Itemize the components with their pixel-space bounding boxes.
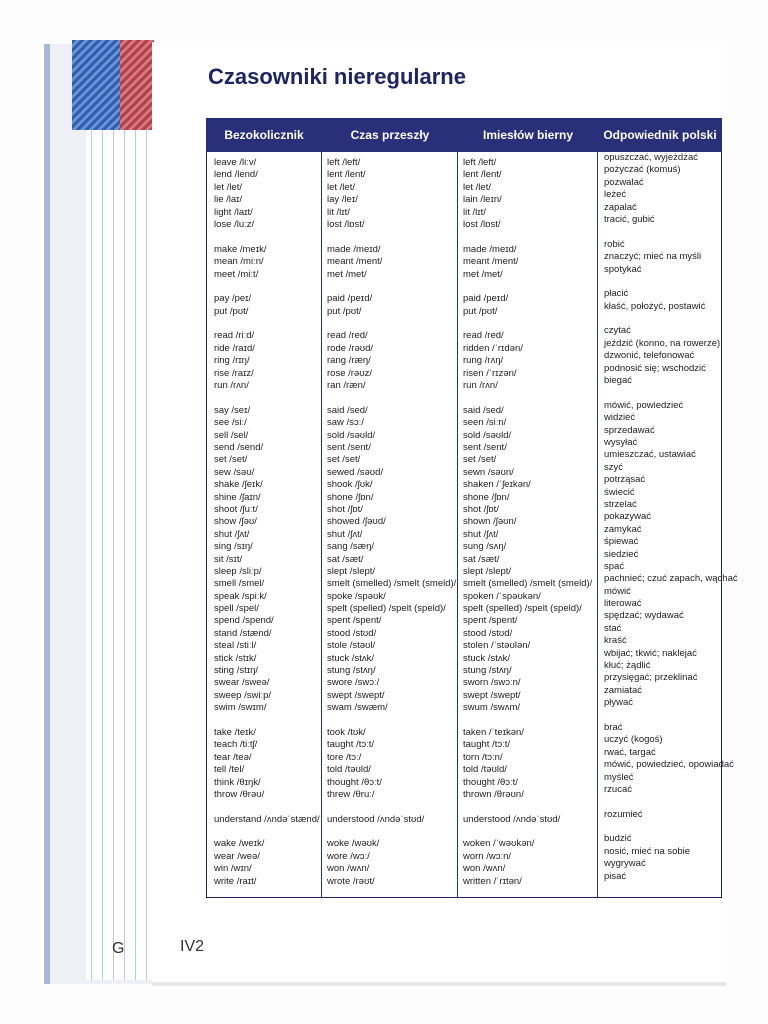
page-tab-red	[120, 40, 154, 132]
verb-cell: lain /leɪn/	[463, 194, 502, 206]
verb-cell: świecić	[604, 486, 635, 498]
verb-cell: sell /sel/	[214, 429, 249, 441]
verb-cell: told /təʊld/	[463, 764, 507, 776]
verb-cell: stand /stænd/	[214, 627, 272, 639]
verb-cell: shine /ʃaɪn/	[214, 491, 261, 503]
row-spacer	[463, 231, 595, 243]
page-number: IV2	[180, 938, 205, 955]
column-polish-equivalent	[604, 152, 738, 883]
verb-cell: sing /sɪŋ/	[214, 541, 253, 553]
row-spacer	[214, 715, 318, 727]
verb-cell: rozumieć	[604, 808, 643, 820]
row-spacer	[214, 826, 318, 838]
verb-cell: śpiewać	[604, 536, 639, 548]
verb-cell: pay /peɪ/	[214, 293, 252, 305]
row-spacer	[604, 313, 720, 325]
verb-cell: lend /lend/	[214, 169, 258, 181]
verb-cell: run /rʌn/	[463, 380, 498, 392]
verb-cell: kraść	[604, 635, 627, 647]
verb-cell: shown /ʃəʊn/	[463, 516, 517, 528]
verb-cell: lost /lɒst/	[463, 218, 501, 230]
verb-cell: shake /ʃeɪk/	[214, 479, 263, 491]
verb-cell: stood /stʊd/	[327, 627, 377, 639]
verb-cell: write /raɪt/	[214, 875, 257, 887]
verb-cell: showed /ʃəʊd/	[327, 516, 386, 528]
verb-cell: kłuć; żądlić	[604, 660, 651, 672]
verb-cell: put /pʊt/	[214, 305, 249, 317]
verb-cell: biegać	[604, 375, 632, 387]
header-infinitive: Bezokolicznik	[206, 118, 322, 152]
verb-cell: shut /ʃʌt/	[214, 528, 250, 540]
verb-cell: czytać	[604, 325, 631, 337]
verb-cell: take /teɪk/	[214, 726, 256, 738]
header-past-participle: Imiesłów bierny	[458, 118, 598, 152]
page-title: Czasowniki nieregularne	[208, 64, 466, 89]
verb-cell: zamiatać	[604, 684, 643, 696]
verb-cell: say /seɪ/	[214, 404, 251, 416]
row-spacer	[463, 281, 595, 293]
verb-cell: said /sed/	[327, 404, 368, 416]
verb-cell: shot /ʃɒt/	[463, 503, 499, 515]
verb-cell: wrote /rəʊt/	[327, 875, 375, 887]
header-past-simple: Czas przeszły	[322, 118, 458, 152]
verb-cell: slept /slept/	[463, 565, 512, 577]
verb-cell: pozwalać	[604, 176, 644, 188]
verb-cell: spell /spel/	[214, 603, 259, 615]
verb-cell: shut /ʃʌt/	[463, 528, 499, 540]
row-spacer	[327, 715, 455, 727]
verb-cell: teach /tiːtʃ/	[214, 739, 258, 751]
verb-cell: wake /weɪk/	[214, 838, 265, 850]
verb-cell: sewn /səʊn/	[463, 466, 514, 478]
column-divider	[597, 152, 598, 897]
verb-cell: swam /swæm/	[327, 702, 388, 714]
verb-cell: lit /lɪt/	[327, 206, 350, 218]
verb-cell: nosić, mieć na sobie	[604, 845, 691, 857]
verb-cell: spędzać; wydawać	[604, 610, 684, 622]
verb-cell: opuszczać, wyjeżdżać	[604, 152, 698, 163]
verb-cell: taken /ˈteɪkən/	[463, 726, 524, 738]
verb-cell: tracić, gubić	[604, 213, 655, 225]
verb-cell: left /left/	[327, 157, 361, 168]
verb-cell: saw /sɔː/	[327, 417, 364, 429]
verb-cell: stung /stʌŋ/	[463, 665, 512, 677]
verb-cell: read /riːd/	[214, 330, 255, 342]
verb-cell: stuck /stʌk/	[463, 652, 510, 664]
verb-cell: let /let/	[463, 181, 491, 193]
verb-cell: ran /ræn/	[327, 380, 366, 392]
verb-cell: sit /sɪt/	[214, 553, 243, 565]
verb-cell: shaken /ˈʃeɪkən/	[463, 479, 531, 491]
verb-cell: spać	[604, 560, 625, 572]
verb-cell: dzwonić, telefonować	[604, 350, 695, 362]
verb-cell: taught /tɔːt/	[463, 739, 510, 751]
verb-cell: podnosić się; wschodzić	[604, 362, 706, 374]
verb-cell: lent /lent/	[327, 169, 366, 181]
verb-cell: rode /rəʊd/	[327, 342, 374, 354]
verb-cell: swept /swept/	[463, 689, 521, 701]
verb-cell: smell /smel/	[214, 578, 265, 590]
verb-cell: shot /ʃɒt/	[327, 503, 363, 515]
verb-cell: rwać, targać	[604, 746, 656, 758]
verb-cell: ridden /ˈrɪdən/	[463, 342, 523, 354]
verb-cell: set /set/	[214, 454, 248, 466]
verb-cell: leave /liːv/	[214, 157, 257, 168]
verb-cell: potrząsać	[604, 474, 646, 486]
row-spacer	[214, 231, 318, 243]
column-past-participle	[463, 157, 595, 888]
verb-cell: rang /ræŋ/	[327, 355, 371, 367]
verb-cell: torn /tɔːn/	[463, 751, 503, 763]
side-letter: G	[112, 940, 125, 957]
verb-cell: mówić, powiedzieć, opowiadać	[604, 759, 734, 771]
verb-cell: see /siː/	[214, 417, 247, 429]
verb-cell: swum /swʌm/	[463, 702, 520, 714]
verb-cell: zapalać	[604, 201, 637, 213]
verb-cell: slept /slept/	[327, 565, 376, 577]
verb-cell: sworn /swɔːn/	[463, 677, 521, 689]
verb-cell: spend /spend/	[214, 615, 274, 627]
verb-cell: płacić	[604, 288, 629, 300]
column-divider	[457, 152, 458, 897]
verb-cell: sung /sʌŋ/	[463, 541, 507, 553]
verb-cell: budzić	[604, 833, 632, 845]
verb-cell: met /met/	[327, 268, 367, 280]
verb-cell: zamykać	[604, 523, 642, 535]
verb-cell: przysięgać; przeklinać	[604, 672, 698, 684]
verb-cell: thought /θɔːt/	[463, 776, 518, 788]
verb-cell: stać	[604, 622, 622, 634]
row-spacer	[463, 801, 595, 813]
book-edge-shadow	[44, 44, 50, 984]
verb-cell: brać	[604, 721, 623, 733]
verb-cell: light /laɪt/	[214, 206, 253, 218]
verb-cell: rung /rʌŋ/	[463, 355, 504, 367]
verb-cell: spelt (spelled) /spelt (speld)/	[463, 603, 582, 615]
verb-cell: siedzieć	[604, 548, 639, 560]
page-tab-blue	[72, 40, 122, 130]
verb-cell: swept /swept/	[327, 689, 385, 701]
row-spacer	[604, 710, 720, 722]
row-spacer	[604, 821, 720, 833]
row-spacer	[214, 318, 318, 330]
verb-cell: znaczyć; mieć na myśli	[604, 251, 702, 263]
verb-cell: win /wɪn/	[214, 863, 252, 875]
verb-cell: stick /stɪk/	[214, 652, 257, 664]
verb-cell: shone /ʃɒn/	[463, 491, 510, 503]
verb-cell: meant /ment/	[463, 256, 519, 268]
verb-cell: sang /sæŋ/	[327, 541, 374, 553]
verb-cell: run /rʌn/	[214, 380, 249, 392]
verb-cell: speak /spiːk/	[214, 590, 267, 602]
column-divider	[321, 152, 322, 897]
verb-cell: stuck /stʌk/	[327, 652, 374, 664]
verb-cell: spent /spent/	[327, 615, 382, 627]
verb-cell: umieszczać, ustawiać	[604, 449, 696, 461]
verb-cell: meet /miːt/	[214, 268, 259, 280]
verb-cell: jeździć (konno, na rowerze)	[604, 337, 721, 349]
verb-cell: put /pʊt/	[327, 305, 362, 317]
verb-cell: lent /lent/	[463, 169, 502, 181]
row-spacer	[604, 276, 720, 288]
verb-cell: tell /tel/	[214, 764, 245, 776]
verb-cell: pożyczać (komuś)	[604, 164, 681, 176]
row-spacer	[463, 392, 595, 404]
row-spacer	[327, 801, 455, 813]
verb-cell: spotykać	[604, 263, 642, 275]
verb-cell: sewed /səʊd/	[327, 466, 384, 478]
verb-cell: shoot /ʃuːt/	[214, 503, 258, 515]
verb-cell: lie /laɪ/	[214, 194, 243, 206]
verb-cell: thrown /θrəʊn/	[463, 788, 524, 800]
verb-cell: seen /siːn/	[463, 417, 507, 429]
verb-cell: met /met/	[463, 268, 503, 280]
verb-cell: written /ˈrɪtən/	[463, 875, 522, 887]
row-spacer	[327, 231, 455, 243]
verb-cell: sweep /swiːp/	[214, 689, 272, 701]
verb-cell: steal /stiːl/	[214, 640, 257, 652]
verb-cell: sew /səʊ/	[214, 466, 255, 478]
verb-cell: swim /swɪm/	[214, 702, 267, 714]
verb-cell: ride /raɪd/	[214, 342, 255, 354]
row-spacer	[463, 826, 595, 838]
verb-cell: wear /weə/	[214, 850, 260, 862]
verb-cell: spoke /spəʊk/	[327, 590, 386, 602]
verb-cell: smelt (smelled) /smelt (smeld)/	[463, 578, 593, 590]
verb-cell: leżeć	[604, 189, 627, 201]
verb-cell: stood /stʊd/	[463, 627, 513, 639]
verb-cell: wore /wɔː/	[327, 850, 370, 862]
verb-cell: set /set/	[463, 454, 497, 466]
verb-cell: sat /sæt/	[327, 553, 364, 565]
page-bottom-edge	[152, 982, 726, 986]
verb-cell: rose /rəʊz/	[327, 367, 372, 379]
verb-cell: won /wʌn/	[327, 863, 370, 875]
verb-cell: sleep /sliːp/	[214, 565, 262, 577]
verb-cell: pokazywać	[604, 511, 651, 523]
verb-cell: swear /sweə/	[214, 677, 270, 689]
verb-cell: kłaść, położyć, postawić	[604, 300, 706, 312]
verb-cell: lit /lɪt/	[463, 206, 486, 218]
verb-cell: let /let/	[214, 181, 242, 193]
verb-cell: spoken /ˈspəʊkən/	[463, 590, 541, 602]
verb-cell: spent /spent/	[463, 615, 518, 627]
verb-cell: sting /stɪŋ/	[214, 665, 259, 677]
verb-cell: tore /tɔː/	[327, 751, 362, 763]
verb-cell: took /tʊk/	[327, 726, 366, 738]
verb-cell: understood /ʌndəˈstʊd/	[463, 813, 561, 825]
verb-cell: worn /wɔːn/	[463, 850, 512, 862]
verb-cell: wbijać; tkwić; naklejać	[604, 647, 697, 659]
row-spacer	[327, 392, 455, 404]
verb-cell: show /ʃəʊ/	[214, 516, 257, 528]
verb-cell: rise /raɪz/	[214, 367, 254, 379]
verb-cell: spelt (spelled) /spelt (speld)/	[327, 603, 446, 615]
row-spacer	[604, 387, 720, 399]
verb-cell: read /red/	[463, 330, 504, 342]
verb-cell: risen /ˈrɪzən/	[463, 367, 517, 379]
verb-cell: stole /stəʊl/	[327, 640, 376, 652]
verb-cell: widzieć	[604, 412, 636, 424]
verb-cell: ring /rɪŋ/	[214, 355, 250, 367]
column-infinitive	[214, 157, 318, 888]
verb-cell: taught /tɔːt/	[327, 739, 374, 751]
verb-cell: mówić	[604, 585, 631, 597]
verb-cell: swore /swɔː/	[327, 677, 380, 689]
verb-cell: sat /sæt/	[463, 553, 500, 565]
verb-cell: threw /θruː/	[327, 788, 375, 800]
row-spacer	[463, 715, 595, 727]
verb-cell: strzelać	[604, 498, 637, 510]
verb-cell: pisać	[604, 870, 627, 882]
verb-cell: pływać	[604, 697, 634, 709]
verb-cell: szyć	[604, 461, 623, 473]
column-past-simple	[327, 157, 455, 888]
verb-cell: mean /miːn/	[214, 256, 264, 268]
verb-cell: told /təʊld/	[327, 764, 371, 776]
verb-cell: woke /wəʊk/	[327, 838, 380, 850]
verb-cell: made /meɪd/	[327, 243, 381, 255]
row-spacer	[327, 318, 455, 330]
row-spacer	[214, 801, 318, 813]
verb-cell: wygrywać	[604, 858, 646, 870]
verb-cell: think /θɪŋk/	[214, 776, 261, 788]
verb-cell: lose /luːz/	[214, 218, 255, 230]
verb-cell: shut /ʃʌt/	[327, 528, 363, 540]
header-polish-equivalent: Odpowiednik polski	[598, 118, 722, 152]
verb-cell: sprzedawać	[604, 424, 655, 436]
verb-cell: smelt (smelled) /smelt (smeld)/	[327, 578, 457, 590]
verb-cell: stung /stʌŋ/	[327, 665, 376, 677]
verb-cell: tear /teə/	[214, 751, 252, 763]
verb-cell: sold /səʊld/	[463, 429, 512, 441]
verb-cell: left /left/	[463, 157, 497, 168]
verb-cell: rzucać	[604, 783, 632, 795]
verb-cell: stolen /ˈstəʊlən/	[463, 640, 531, 652]
verb-cell: woken /ˈwəʊkən/	[463, 838, 535, 850]
row-spacer	[214, 392, 318, 404]
verb-cell: read /red/	[327, 330, 368, 342]
verb-cell: make /meɪk/	[214, 243, 267, 255]
verb-cell: wysyłać	[604, 436, 638, 448]
verb-cell: understand /ʌndəˈstænd/	[214, 813, 320, 825]
row-spacer	[463, 318, 595, 330]
verb-cell: let /let/	[327, 181, 355, 193]
verb-cell: put /pʊt/	[463, 305, 498, 317]
verb-cell: shook /ʃʊk/	[327, 479, 373, 491]
verb-cell: sent /sent/	[327, 441, 371, 453]
verb-cell: shone /ʃɒn/	[327, 491, 374, 503]
verb-cell: made /meɪd/	[463, 243, 517, 255]
verb-cell: set /set/	[327, 454, 361, 466]
page-edges	[86, 130, 154, 980]
verb-cell: lay /leɪ/	[327, 194, 358, 206]
verb-cell: thought /θɔːt/	[327, 776, 382, 788]
verb-cell: robić	[604, 238, 625, 250]
verb-cell: lost /lɒst/	[327, 218, 365, 230]
row-spacer	[327, 281, 455, 293]
verb-cell: meant /ment/	[327, 256, 383, 268]
verb-cell: sold /səʊld/	[327, 429, 376, 441]
verb-cell: throw /θrəʊ/	[214, 788, 265, 800]
verb-cell: said /sed/	[463, 404, 504, 416]
verb-cell: paid /peɪd/	[463, 293, 509, 305]
row-spacer	[327, 826, 455, 838]
verb-cell: pachnieć; czuć zapach, wąchać	[604, 573, 738, 585]
verb-cell: mówić, powiedzieć	[604, 399, 684, 411]
verb-cell: literować	[604, 598, 642, 610]
verb-cell: won /wʌn/	[463, 863, 506, 875]
verb-cell: myśleć	[604, 771, 634, 783]
row-spacer	[604, 796, 720, 808]
verb-cell: uczyć (kogoś)	[604, 734, 663, 746]
row-spacer	[604, 226, 720, 238]
verb-cell: sent /sent/	[463, 441, 507, 453]
verb-cell: understood /ʌndəˈstʊd/	[327, 813, 425, 825]
verb-cell: paid /peɪd/	[327, 293, 373, 305]
row-spacer	[214, 281, 318, 293]
verb-cell: send /send/	[214, 441, 264, 453]
